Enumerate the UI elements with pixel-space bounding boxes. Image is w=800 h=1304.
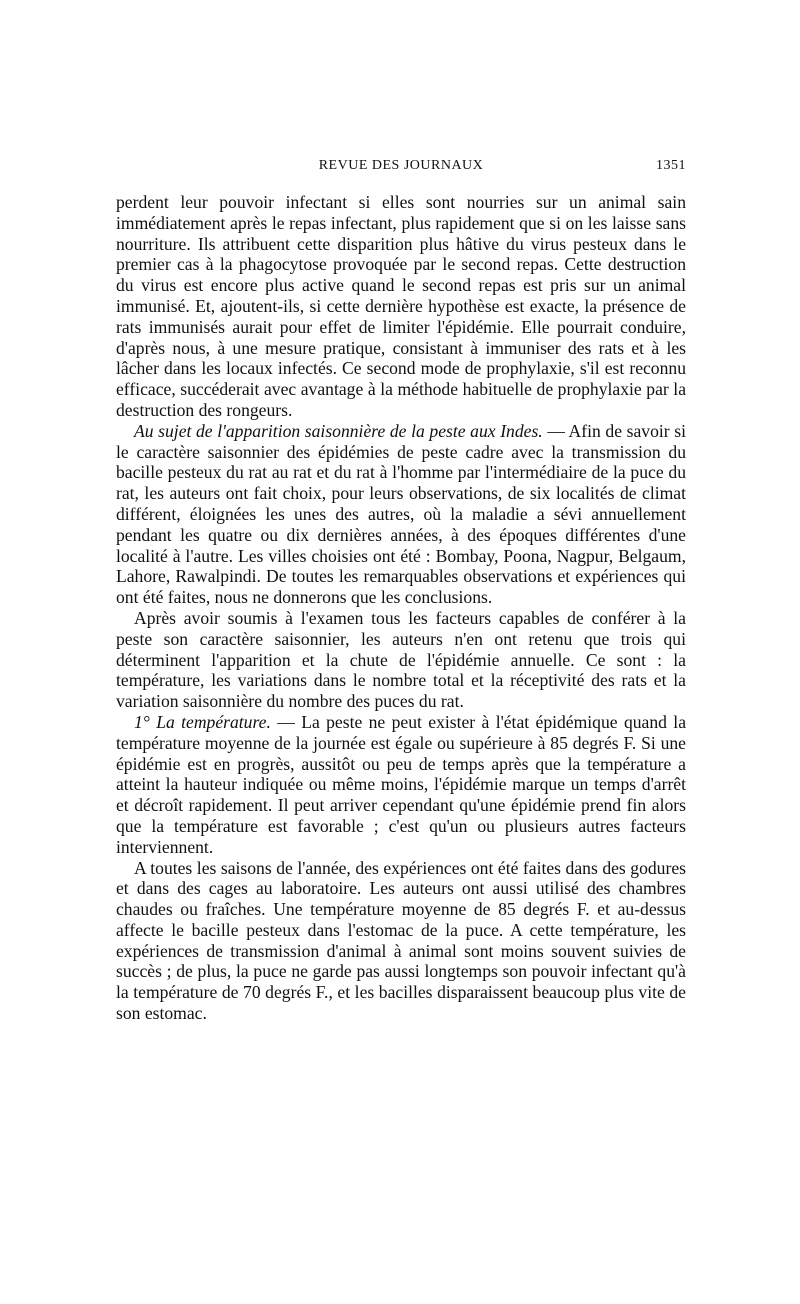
paragraph-5 [116, 858, 686, 1024]
paragraph-1-text: perdent leur pouvoir infectant si elles sont nourries sur un animal sain immédiatement après le repas infectant, plus rapidement que si on les laisse sans nourriture. Ils attribuent cette disparition plus hâtive du virus pesteux dans le premier cas à la phagocytose provoquée par le second repas. Cette destruction du virus est encore plus active quand le second repas est pris sur un animal immunisé. Et, ajoutent-ils, si cette dernière hypothèse est exacte, la présence de rats immunisés aurait pour effet de limiter l'épidémie. Elle pourrait conduire, d'après nous, à une mesure pratique, consistant à immuniser des rats et à les lâcher dans les locaux infectés. Ce second mode de prophylaxie, s'il est reconnu efficace, succéderait avec avantage à la méthode habituelle de prophylaxie par la destruction des rongeurs. [116, 192, 686, 420]
paragraph-1 [116, 192, 686, 421]
paragraph-3 [116, 608, 686, 712]
journal-page [116, 158, 686, 1024]
paragraph-4-text: — La peste ne peut exister à l'état épidémique quand la température moyenne de la journée est égale ou supérieure à 85 degrés F. Si une épidémie est en progrès, aussitôt ou peu de temps après que la température a atteint la hauteur indiquée ou même moins, l'épidémie marque un temps d'arrêt et décroît rapidement. Il peut arriver cependant qu'une épidémie prend fin alors que la température est favorable ; c'est qu'un ou plusieurs autres facteurs interviennent. [116, 711, 686, 857]
paragraph-2-text: — Afin de savoir si le caractère saisonnier des épidémies de peste cadre avec la transmission du bacille pesteux du rat au rat et du rat à l'homme par l'intermédiaire de la puce du rat, les auteurs ont fait choix, pour leurs observations, de six localités de climat différent, éloignées les unes des autres, où la maladie a sévi annuellement pendant les quatre ou dix dernières années, à des époques différentes d'une localité à l'autre. Les villes choisies ont été : Bombay, Poona, Nagpur, Belgaum, Lahore, Rawalpindi. De toutes les remarquables observations et expériences qui ont été faites, nous ne donnerons que les conclusions. [116, 420, 686, 608]
page-number: 1351 [656, 158, 686, 173]
running-head [116, 158, 686, 180]
article-body [116, 192, 686, 1024]
section-heading-seasonal-plague: Au sujet de l'apparition saisonnière de la peste aux Indes. [134, 420, 543, 441]
running-title: REVUE DES JOURNAUX [318, 158, 484, 173]
paragraph-5-text: A toutes les saisons de l'année, des expériences ont été faites dans des godures et dans des cages au laboratoire. Les auteurs ont aussi utilisé des chambres chaudes ou fraîches. Une température moyenne de 85 degrés F. et au-dessus affecte le bacille pesteux dans l'estomac de la puce. A cette température, les expériences de transmission d'animal à animal sont moins souvent suivies de succès ; de plus, la puce ne garde pas aussi longtemps son pouvoir infectant qu'à la température de 70 degrés F., et les bacilles disparaissent beaucoup plus vite de son estomac. [116, 857, 686, 1024]
paragraph-3-text: Après avoir soumis à l'examen tous les facteurs capables de conférer à la peste son caractère saisonnier, les auteurs n'en ont retenu que trois qui déterminent l'apparition et la chute de l'épidémie annuelle. Ce sont : la température, les variations dans le nombre total et la réceptivité des rats et la variation saisonnière du nombre des puces du rat. [116, 607, 686, 712]
section-heading-temperature: 1° La température. [134, 711, 271, 732]
paragraph-2 [116, 421, 686, 608]
paragraph-4 [116, 712, 686, 858]
